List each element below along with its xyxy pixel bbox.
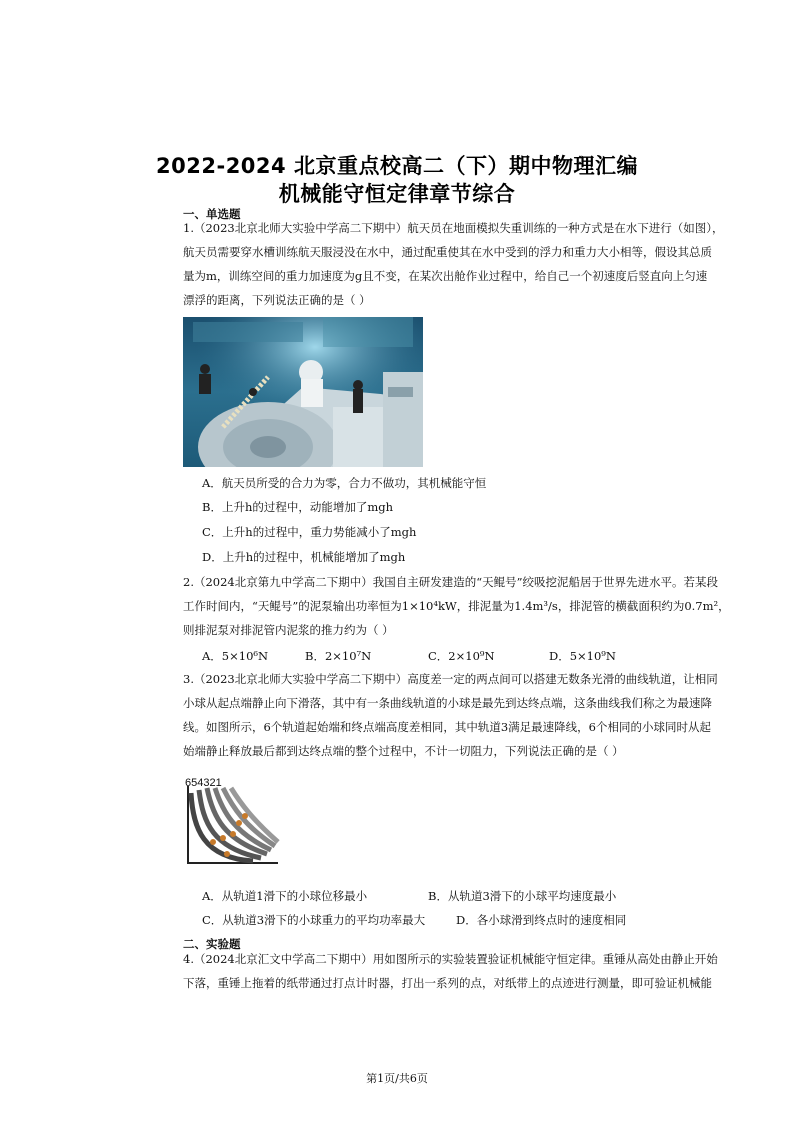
brachistochrone-tracks-figure xyxy=(183,768,283,876)
q2-option-b: B．2×10⁷N xyxy=(305,649,372,663)
q3-option-c: C．从轨道3滑下的小球重力的平均功率最大 xyxy=(202,913,426,927)
q3-option-b: B．从轨道3滑下的小球平均速度最小 xyxy=(428,889,617,903)
q2-stem-line3: 则排泥泵对排泥管内泥浆的推力约为（ ） xyxy=(183,623,394,637)
section-experiment: 二、实验题 xyxy=(183,937,241,951)
underwater-training-image xyxy=(183,317,423,467)
q3-stem-line1: 3.（2023北京北师大实验中学高二下期中）高度差一定的两点间可以搭建无数条光滑的曲线轨道，让相同 xyxy=(183,672,718,686)
q1-option-c: C．上升h的过程中，重力势能减小了mgh xyxy=(202,525,417,539)
q1-stem-line2: 航天员需要穿水槽训练航天服浸没在水中，通过配重使其在水中受到的浮力和重力大小相等，假设其总质 xyxy=(183,245,712,259)
q1-option-a: A．航天员所受的合力为零，合力不做功，其机械能守恒 xyxy=(202,476,487,490)
q1-option-b: B．上升h的过程中，动能增加了mgh xyxy=(202,500,394,514)
q4-stem-line2: 下落，重锤上拖着的纸带通过打点计时器，打出一系列的点，对纸带上的点迹进行测量，即可验证机械能 xyxy=(183,976,712,990)
q2-option-a: A．5×10⁶N xyxy=(202,649,269,663)
tracks-diagram xyxy=(183,768,283,876)
q4-stem-line1: 4.（2024北京汇文中学高二下期中）用如图所示的实验装置验证机械能守恒定律。重锤从高处由静止开始 xyxy=(183,952,718,966)
q2-stem-line2: 工作时间内，“天鲲号”的泥泵输出功率恒为1×10⁴kW，排泥量为1.4m³/s，排泥管的横截面积约为0.7m²， xyxy=(183,599,730,613)
page-number: 第1页/共6页 xyxy=(366,1072,428,1085)
document-title-line2: 机械能守恒定律章节综合 xyxy=(278,182,516,206)
q3-stem-line4: 始端静止释放最后都到达终点端的整个过程中，不计一切阻力，下列说法正确的是（ ） xyxy=(183,744,624,758)
q3-option-d: D．各小球滑到终点时的速度相同 xyxy=(456,913,627,927)
q1-stem-line4: 漂浮的距离，下列说法正确的是（ ） xyxy=(183,293,371,307)
q3-option-a: A．从轨道1滑下的小球位移最小 xyxy=(202,889,368,903)
q1-option-d: D．上升h的过程中，机械能增加了mgh xyxy=(202,550,406,564)
q3-stem-line2: 小球从起点端静止向下滑落，其中有一条曲线轨道的小球是最先到达终点端，这条曲线我们称之为最速降 xyxy=(183,696,712,710)
document-title-line1: 2022-2024 北京重点校高二（下）期中物理汇编 xyxy=(156,154,638,178)
track-number-labels: 654321 xyxy=(185,777,222,789)
q3-stem-line3: 线。如图所示，6个轨道起始端和终点端高度差相同，其中轨道3满足最速降线，6个相同的小球同时从起 xyxy=(183,720,711,734)
q1-stem-line1: 1.（2023北京北师大实验中学高二下期中）航天员在地面模拟失重训练的一种方式是在水下进行（如图）， xyxy=(183,221,724,235)
q2-stem-line1: 2.（2024北京第九中学高二下期中）我国自主研发建造的“天鲲号”绞吸挖泥船居于世界先进水平。若某段 xyxy=(183,575,718,589)
q2-option-c: C．2×10⁹N xyxy=(428,649,495,663)
section-single-choice: 一、单选题 xyxy=(183,207,241,221)
q1-stem-line3: 量为m，训练空间的重力加速度为g且不变，在某次出舱作业过程中，给自己一个初速度后竖直向上匀速 xyxy=(183,269,708,283)
underwater-training-photo xyxy=(183,317,423,467)
q2-option-d: D．5×10⁹N xyxy=(549,649,616,663)
